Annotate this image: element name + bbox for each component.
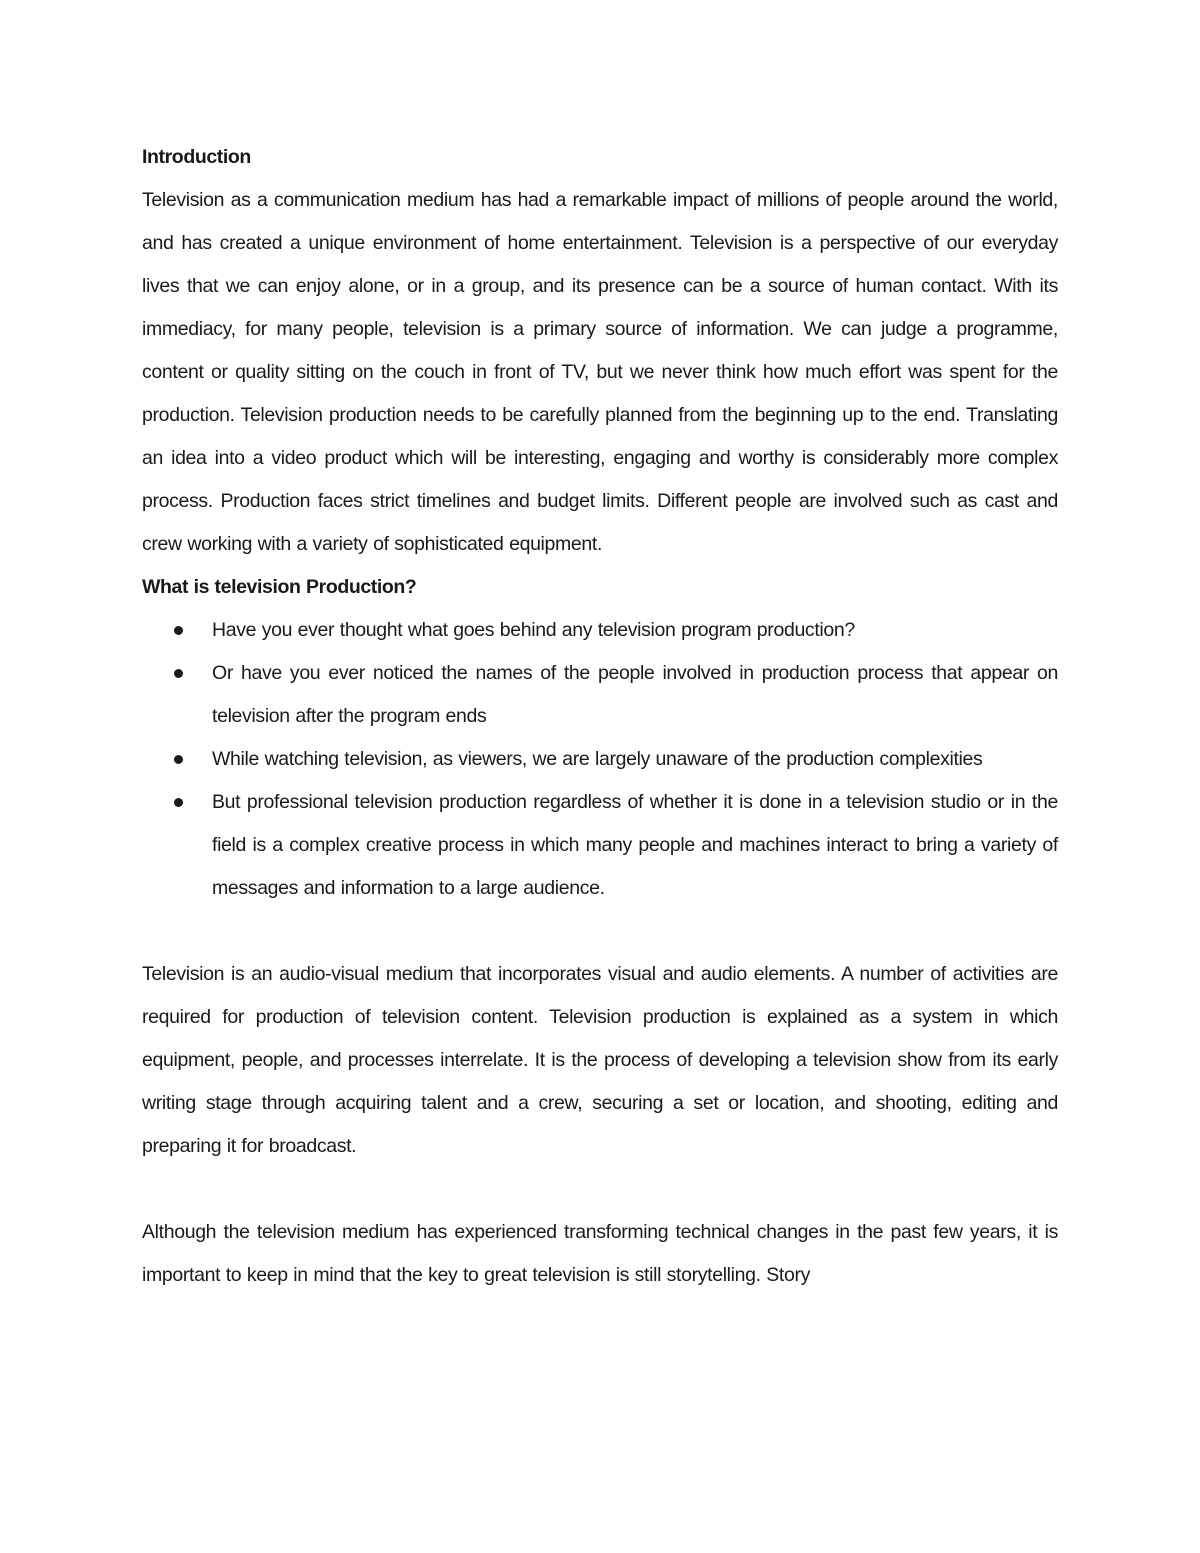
bullet-text: While watching television, as viewers, we are largely unaware of the production complexities [212,748,983,770]
bullet-item [142,652,1058,738]
paragraph-2: Television is an audio-visual medium that incorporates visual and audio elements. A number of activities are required for production of television content. Television production is explained as a system in which equipment, people, and processes interrelate. It is the process of developing a television show from its early writing stage through acquiring talent and a crew, securing a set or location, and shooting, editing and preparing it for broadcast. [142,963,1058,1157]
bullet-text: Or have you ever noticed the names of the people involved in production process that appear on television after the program ends [212,662,1058,727]
document-body [142,136,1058,1297]
bullet-text: Have you ever thought what goes behind any television program production? [212,619,855,641]
bullet-icon [174,669,183,678]
intro-paragraph: Television as a communication medium has had a remarkable impact of millions of people around the world, and has created a unique environment of home entertainment. Television is a perspective of our everyday lives that we can enjoy alone, or in a group, and its presence can be a source of human contact. With its immediacy, for many people, television is a primary source of information. We can judge a programme, content or quality sitting on the couch in front of TV, but we never think how much effort was spent for the production. Television production needs to be carefully planned from the beginning up to the end. Translating an idea into a video product which will be interesting, engaging and worthy is considerably more complex process. Production faces strict timelines and budget limits. Different people are involved such as cast and crew working with a variety of sophisticated equipment. [142,189,1058,555]
paragraph-spacer [142,910,1058,953]
paragraph-3: Although the television medium has experienced transforming technical changes in the past few years, it is important to keep in mind that the key to great television is still storytelling. Story [142,1221,1058,1286]
paragraph-spacer [142,1168,1058,1211]
bullet-item [142,781,1058,910]
section-heading: What is television Production? [142,576,417,598]
bullet-icon [174,755,183,764]
bullet-icon [174,626,183,635]
intro-heading: Introduction [142,146,251,168]
bullet-icon [174,798,183,807]
bullet-item [142,738,1058,781]
bullet-item [142,609,1058,652]
bullet-text: But professional television production regardless of whether it is done in a television studio or in the field is a complex creative process in which many people and machines interact to bring a variety of messages and information to a large audience. [212,791,1058,899]
bullet-list [142,609,1058,910]
